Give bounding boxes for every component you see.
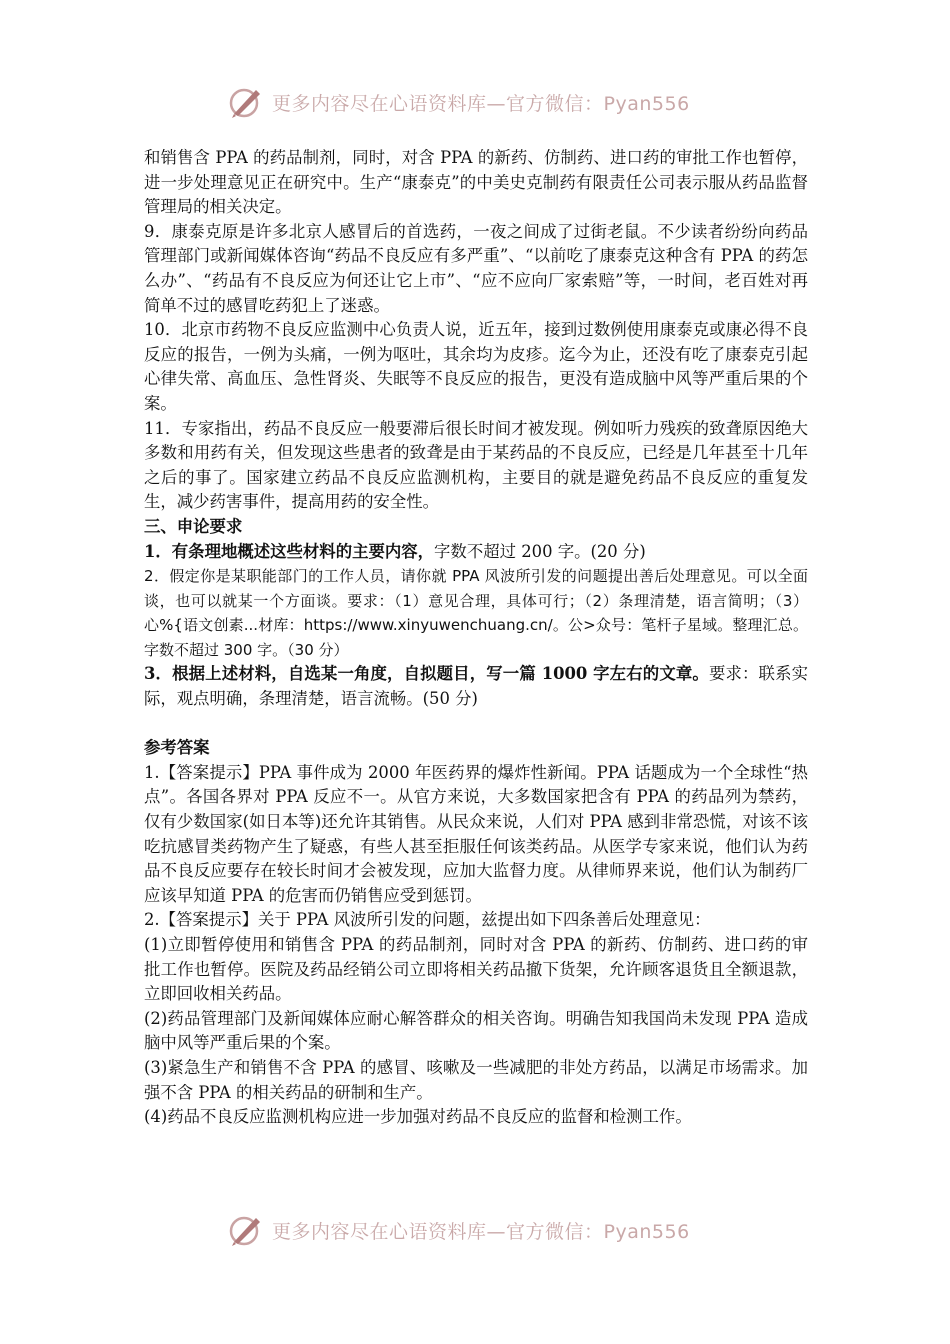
answer-2-item-3: (3)紧急生产和销售不含 PPA 的感冒、咳嗽及一些减肥的非处方药品，以满足市场需求。加强不含 PPA 的相关药品的研制和生产。 — [144, 1057, 808, 1102]
answer-1: 1.【答案提示】PPA 事件成为 2000 年医药界的爆炸性新闻。PPA 话题成为一个全球性“热点”。各国各界对 PPA 反应不一。从官方来说，大多数国家把含有 PPA 的药品列为禁药，仅有少数国家(如日本等)还允许其销售。从民众来说，人们对 PPA 感到非常恐慌，对该不该吃抗感冒类药物产生了疑惑，有些人甚至拒服任何该类药品。从医学专家来说，他们认为药品不良反应要存在较长时间才会被发现，应加大监督力度。从律师界来说，他们认为制药厂应该早知道 PPA 的危害而仍销售应受到惩罚。 — [144, 762, 808, 905]
question-3-rest: 要求：联系实际，观点明确，条理清楚，语言流畅。(50 分) — [144, 664, 809, 709]
watermark-header — [226, 80, 746, 124]
question-3 — [144, 662, 808, 711]
answer-2-item-1: (1)立即暂停使用和销售含 PPA 的药品制剂，同时对含 PPA 的新药、仿制药、进口药的审批工作也暂停。医院及药品经销公司立即将相关药品撤下货架，允许顾客退货且全额退款，立即回收相关药品。 — [144, 935, 808, 1004]
document-body — [144, 146, 808, 1130]
question-2: 2．假定你是某职能部门的工作人员，请你就 PPA 风波所引发的问题提出善后处理意见。可以全面谈，也可以就某一个方面谈。要求：（1）意见合理，具体可行；（2）条理清楚，语言简明；（3）心%{语文创素...材库：https://www.xinyuwenchuang.cn/。公>众号：笔杆子星域。整理汇总。字数不超过 300 字。（30 分） — [144, 567, 808, 659]
watermark-footer — [226, 1208, 746, 1252]
question-1-rest: 字数不超过 200 字。(20 分) — [434, 541, 646, 561]
paragraph-continued: 和销售含 PPA 的药品制剂，同时，对含 PPA 的新药、仿制药、进口药的审批工作也暂停，进一步处理意见正在研究中。生产“康泰克”的中美史克制药有限责任公司表示服从药品监督管理局的相关决定。 — [144, 148, 808, 217]
question-3-bold: 3．根据上述材料，自选某一角度，自拟题目，写一篇 1000 字左右的文章。 — [144, 664, 709, 684]
pen-logo-icon — [226, 82, 266, 122]
question-1-bold: 1．有条理地概述这些材料的主要内容， — [144, 541, 435, 561]
paragraph-9: 9．康泰克原是许多北京人感冒后的首选药，一夜之间成了过街老鼠。不少读者纷纷向药品管理部门或新闻媒体咨询“药品不良反应有多严重”、“以前吃了康泰克这种含有 PPA 的药怎么办”、“药品有不良反应为何还让它上市”、“应不应向厂家索赔”等，一时间，老百姓对再简单不过的感冒吃药犯上了迷惑。 — [144, 221, 808, 315]
answer-2-intro: 2.【答案提示】关于 PPA 风波所引发的问题，兹提出如下四条善后处理意见： — [144, 910, 711, 930]
watermark-text: 更多内容尽在心语资料库—官方微信：Pyan556 — [272, 1220, 690, 1243]
paragraph-10: 10．北京市药物不良反应监测中心负责人说，近五年，接到过数例使用康泰克或康必得不良反应的报告，一例为头痛，一例为呕吐，其余均为皮疹。迄今为止，还没有吃了康泰克引起心律失常、高血压、急性肾炎、失眠等不良反应的报告，更没有造成脑中风等严重后果的个案。 — [144, 320, 808, 413]
requirements-heading: 三、申论要求 — [144, 516, 243, 536]
answer-2-item-4: (4)药品不良反应监测机构应进一步加强对药品不良反应的监督和检测工作。 — [144, 1107, 692, 1127]
answer-2-item-2: (2)药品管理部门及新闻媒体应耐心解答群众的相关咨询。明确告知我国尚未发现 PPA 造成脑中风等严重后果的个案。 — [144, 1008, 808, 1053]
paragraph-11: 11．专家指出，药品不良反应一般要滞后很长时间才被发现。例如听力残疾的致聋原因绝大多数和用药有关，但发现这些患者的致聋是由于某药品的不良反应，已经是几年甚至十几年之后的事了。国家建立药品不良反应监测机构，主要目的就是避免药品不良反应的重复发生，减少药害事件，提高用药的安全性。 — [144, 418, 808, 512]
pen-logo-icon — [226, 1210, 266, 1250]
question-1 — [144, 540, 808, 565]
spacer — [144, 712, 808, 737]
watermark-text: 更多内容尽在心语资料库—官方微信：Pyan556 — [272, 92, 690, 115]
answers-heading: 参考答案 — [144, 738, 210, 758]
